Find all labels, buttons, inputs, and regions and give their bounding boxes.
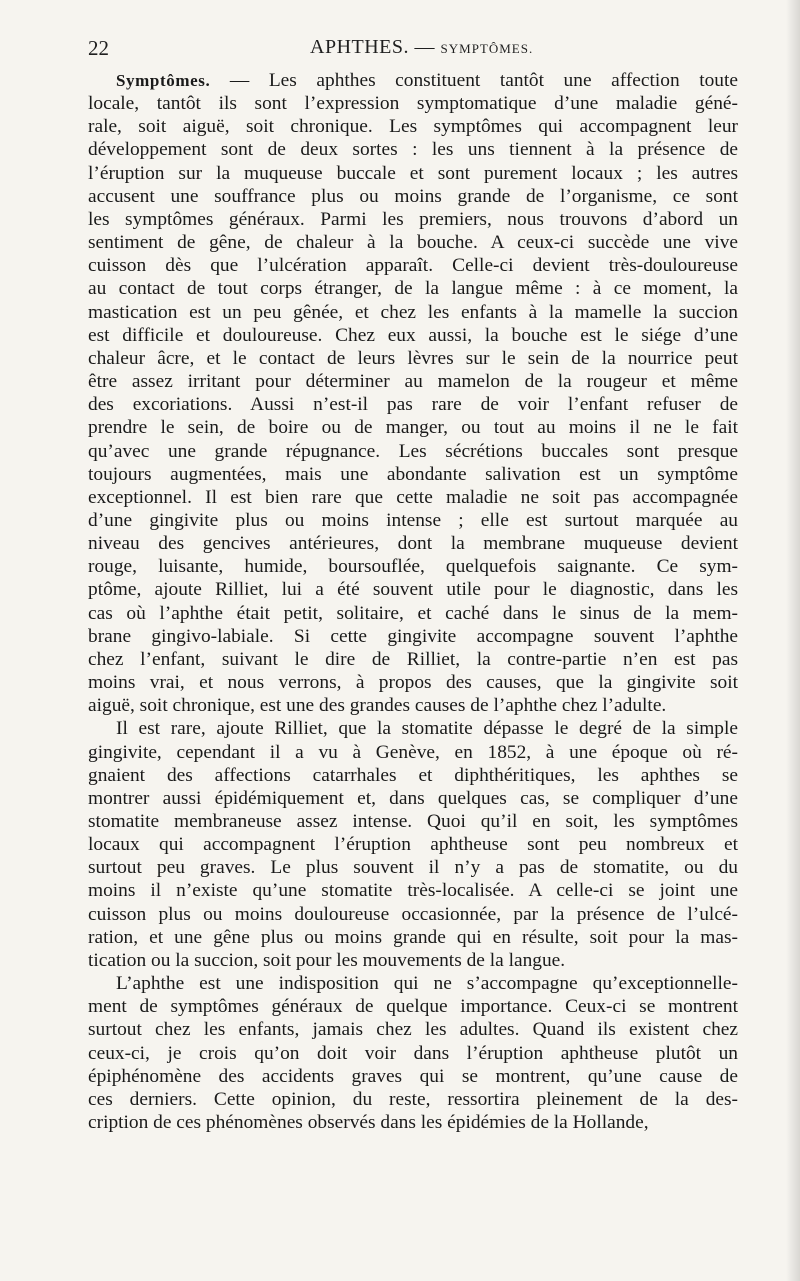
line-text: l’éruption sur la muqueuse buccale et sont purement locaux ; les autres (88, 162, 738, 184)
line-text: ceux-ci, je crois qu’on doit voir dans l’éruption aphtheuse plutôt un (88, 1042, 738, 1064)
line-text: locaux qui accompagnent l’éruption aphtheuse sont peu nombreux et (88, 834, 738, 856)
text-line (88, 92, 738, 115)
line-text: Il est rare, ajoute Rilliet, que la stomatite dépasse le degré de la simple (116, 718, 738, 740)
line-text: moins il n’existe qu’une stomatite très-localisée. A celle-ci se joint une (88, 880, 738, 902)
line-text: niveau des gencives antérieures, dont la membrane muqueuse devient (88, 533, 738, 555)
text-line (88, 671, 738, 694)
text-line (88, 764, 738, 787)
text-line (88, 301, 738, 324)
page-edge-shadow (786, 0, 800, 1281)
text-line (88, 69, 738, 92)
text-line (88, 602, 738, 625)
text-line (88, 741, 738, 764)
text-line (88, 879, 738, 902)
text-line (88, 1018, 738, 1041)
text-line (88, 903, 738, 926)
text-line (88, 972, 738, 995)
text-line (88, 995, 738, 1018)
line-text: rouge, luisante, humide, boursouflée, quelquefois saignante. Ce sym- (88, 556, 738, 578)
text-line (88, 463, 738, 486)
line-text: épiphénomène des accidents graves qui se montrent, qu’une cause de (88, 1065, 738, 1087)
text-line (88, 1111, 738, 1134)
text-line (88, 856, 738, 879)
text-line (88, 1065, 738, 1088)
text-line (88, 185, 738, 208)
line-text: chez l’enfant, suivant le dire de Rilliet, la contre-partie n’en est pas (88, 648, 738, 670)
title-separator: — (414, 36, 436, 58)
paragraph (88, 972, 738, 1134)
line-text: cription de ces phénomènes observés dans les épidémies de la Hollande, (88, 1112, 649, 1134)
page-number: 22 (88, 36, 109, 60)
line-text: moins vrai, et nous verrons, à propos des causes, que la gingivite soit (88, 672, 738, 694)
text-line (88, 231, 738, 254)
text-line (88, 949, 738, 972)
line-text: être assez irritant pour déterminer au mamelon de la rougeur et même (88, 371, 738, 393)
line-text: mastication est un peu gênée, et chez les enfants à la mamelle la succion (88, 301, 738, 323)
text-line (88, 416, 738, 439)
text-line (88, 717, 738, 740)
line-text: d’une gingivite plus ou moins intense ; elle est surtout marquée au (88, 509, 738, 531)
line-text: surtout chez les enfants, jamais chez les adultes. Quand ils existent chez (88, 1019, 738, 1041)
line-text: prendre le sein, de boire ou de manger, ou tout au moins il ne le fait (88, 417, 738, 439)
line-text: ment de symptômes généraux de quelque importance. Ceux-ci se montrent (88, 996, 738, 1018)
line-text: montrer aussi épidémiquement et, dans quelques cas, se compliquer d’une (88, 787, 738, 809)
text-line (88, 625, 738, 648)
text-line (88, 393, 738, 416)
line-text: cuisson plus ou moins douloureuse occasionnée, par la présence de l’ulcé- (88, 903, 738, 925)
line-text: accusent une souffrance plus ou moins grande de l’organisme, ce sont (88, 185, 738, 207)
section-title: SYMPTÔMES. (440, 41, 534, 56)
text-line (88, 162, 738, 185)
line-text: L’aphthe est une indisposition qui ne s’accompagne qu’exceptionnelle- (116, 973, 738, 995)
section-lead: Symptômes. (116, 71, 211, 90)
text-line (88, 694, 738, 717)
line-text: ration, et une gêne plus ou moins grande qui en résulte, soit pour la mas- (88, 926, 738, 948)
line-text: qu’avec une grande répugnance. Les sécrétions buccales sont presque (88, 440, 738, 462)
line-text: des excoriations. Aussi n’est-il pas rare de voir l’enfant refuser de (88, 394, 738, 416)
text-line (88, 509, 738, 532)
text-line (88, 1088, 738, 1111)
text-line (88, 486, 738, 509)
text-line (88, 324, 738, 347)
text-line (88, 578, 738, 601)
line-text: cuisson dès que l’ulcération apparaît. Celle-ci devient très-douloureuse (88, 255, 738, 277)
text-line (88, 833, 738, 856)
text-line (88, 277, 738, 300)
running-title (310, 36, 533, 59)
line-text: surtout peu graves. Le plus souvent il n’y a pas de stomatite, ou du (88, 857, 738, 879)
text-line (88, 347, 738, 370)
line-text: gnaient des affections catarrhales et diphthéritiques, les aphthes se (88, 764, 738, 786)
chapter-title: APHTHES. (310, 36, 410, 58)
line-text: au contact de tout corps étranger, de la langue même : à ce moment, la (88, 278, 738, 300)
line-text: aiguë, soit chronique, est une des grandes causes de l’aphthe chez l’adulte. (88, 695, 667, 717)
line-text: brane gingivo-labiale. Si cette gingivite accompagne souvent l’aphthe (88, 625, 738, 647)
line-text: les symptômes généraux. Parmi les premiers, nous trouvons d’abord un (88, 208, 738, 230)
line-text: — Les aphthes constituent tantôt une affection toute (210, 70, 738, 91)
line-text: rale, soit aiguë, soit chronique. Les symptômes qui accompagnent leur (88, 116, 738, 138)
paragraph (88, 69, 738, 717)
text-line (88, 254, 738, 277)
text-line (88, 115, 738, 138)
line-text: sentiment de gêne, de chaleur à la bouche. A ceux-ci succède une vive (88, 232, 738, 254)
line-text: exceptionnel. Il est bien rare que cette maladie ne soit pas accompagnée (88, 486, 738, 508)
line-text: est difficile et douloureuse. Chez eux aussi, la bouche est le siége d’une (88, 324, 738, 346)
line-text: ces derniers. Cette opinion, du reste, ressortira pleinement de la des- (88, 1088, 738, 1110)
paragraph (88, 717, 738, 972)
running-head (88, 36, 738, 62)
line-text: chaleur âcre, et le contact de leurs lèvres sur le sein de la nourrice peut (88, 347, 738, 369)
line-text: tication ou la succion, soit pour les mouvements de la langue. (88, 949, 566, 971)
text-line (88, 208, 738, 231)
text-line (88, 787, 738, 810)
text-line (88, 810, 738, 833)
text-line (88, 1042, 738, 1065)
line-text: cas où l’aphthe était petit, solitaire, et caché dans le sinus de la mem- (88, 602, 738, 624)
line-text: stomatite membraneuse assez intense. Quoi qu’il en soit, les symptômes (88, 811, 738, 832)
text-line (88, 532, 738, 555)
text-line (88, 370, 738, 393)
text-line (88, 138, 738, 161)
line-text: toujours augmentées, mais une abondante salivation est un symptôme (88, 463, 738, 485)
text-line (88, 440, 738, 463)
line-text: ptôme, ajoute Rilliet, lui a été souvent utile pour le diagnostic, dans les (88, 579, 738, 601)
text-line (88, 648, 738, 671)
line-text: gingivite, cependant il a vu à Genève, en 1852, à une époque où ré- (88, 741, 738, 763)
line-text: développement sont de deux sortes : les uns tiennent à la présence de (88, 139, 738, 161)
line-text: locale, tantôt ils sont l’expression symptomatique d’une maladie géné- (88, 93, 738, 115)
text-line (88, 926, 738, 949)
text-line (88, 555, 738, 578)
body-text (88, 69, 738, 1134)
